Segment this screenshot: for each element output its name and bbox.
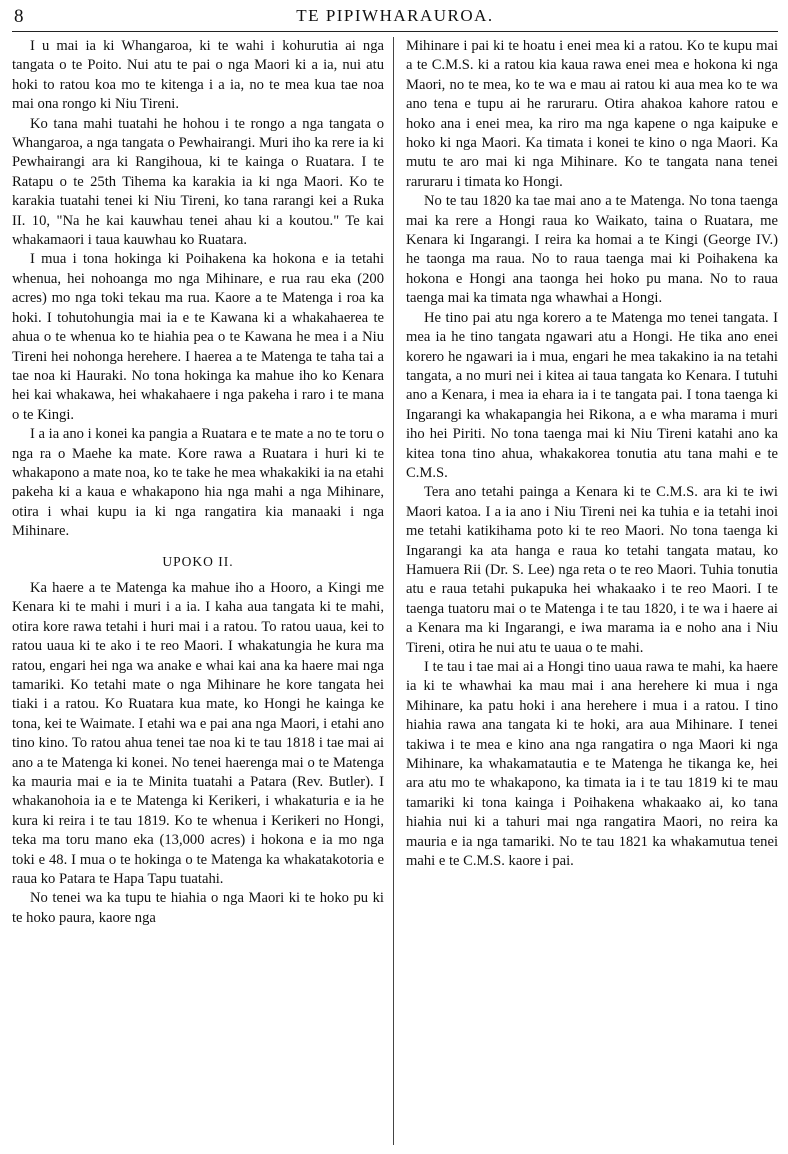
header-rule xyxy=(12,31,778,32)
page-number: 8 xyxy=(14,6,24,27)
paragraph: No te tau 1820 ka tae mai ano a te Matenga. No tona taenga mai ka rere a Hongi raua ko Waikato, taina o Ruatara, me Kenara ki Ingarangi. I reira ka homai a te Kingi (George IV.) he taonga ma raua. No to raua taenga mai ki Poihakena ka hokona e Hongi ana taonga hei hoko pu mana. No to raua taenga mai ka timata nga whawhai a Hongi. xyxy=(406,193,778,307)
page-header xyxy=(12,4,778,30)
paragraph: Mihinare i pai ki te hoatu i enei mea ki a ratou. Ko te kupu mai a te C.M.S. ki a ratou kia kaua rawa enei mea e hokona ki nga Maori, no te mea, ko te wa e mau ai ratou ki aua mea ko te wa ano tena e tupu ai he raruraru. Otira ahakoa kahore ratou e hoko ana i enei mea, ka riro ma nga kapene o nga kaipuke e hoko ki nga Maori. Ka timata i konei te kino o nga Maori. Ka mutu te aro mai ki nga Mihinare. Ko te tangata nana tenei raruraru i timata ko Hongi. xyxy=(406,38,778,190)
paragraph: Ka haere a te Matenga ka mahue iho a Hooro, a Kingi me Kenara ki te mahi i muri i a ia. I kaha aua tangata ki te mahi, otira kore rawa tetahi i huri mai i a ratou. To ratou uaua, kei to ratou uaua ki te ako i te reo Maori. I whakatungia he kura ma ratou, engari hei nga wa anake e whai kai ana ka haere mai nga tamariki. Ko tetahi mate o nga Mihinare he kore tangata hei tiaki i a ratou. Ko Ruatara kua mate, ko Hongi he kainga ke tona, kei te Waimate. I etahi wa e pai ana nga Maori, i etahi ano tino kino. To ratou ahua tenei tae noa ki te tau 1818 i tae mai ai ano a te Matenga ki konei. No tenei haerenga mai o te Matenga ka mauria mai e ia te Minita tuatahi a Patara (Rev. Butler). I whakanohoia ia e te Matenga ki Kerikeri, i whakaturia e ia he kura ki reira i te tau 1819. Ko te whenua i Kerikeri no Hongi, teka ma toru mano eka (13,000 acres) i hokona e ia mo nga toki e 48. I mua o te hokinga o te Matenga ka whakatakotoria e raua ko Patara te Hapa Tapu tuatahi. xyxy=(12,579,384,888)
paragraph: I te tau i tae mai ai a Hongi tino uaua rawa te mahi, ka haere ia ki te whawhai ka mau mai i ana herehere ki mua i nga Mihinare, ka patu hoki i ana herehere i mua i a ratou. I tino hiahia rawa ana tangata ki te hoki, ara aua Mihinare. I tenei takiwa i te mea e kino ana nga rangatira o nga Maori ki nga Mihinare, ka whakamatautia e te Matenga he tikanga ke, hei ara atu mo te whakapono, ka timata ia i te tau 1819 ki te mau tamariki ki tona kainga i Poihakena whakaako ai, ko tana hiahia nui ki a tahuri mai nga rangatira Maori, no reira ka mauria e ia nga tamariki. No te tau 1821 ka whakamutua tenei mahi e te C.M.S. kaore i pai. xyxy=(406,659,778,870)
paragraph: I a ia ano i konei ka pangia a Ruatara e te mate a no te toru o nga ra o Maehe ka mate. Kore rawa a Ruatara i huri ki te whakapono a mate noa, ko te take he mea whakakiki ia na etahi pakeha ki a kaua e whakapono hia nga mahi a nga Mihinare, otira i whai kupu ia ki nga rangatira kia manaaki i nga Mihinare. xyxy=(12,426,384,540)
paragraph: No tenei wa ka tupu te hiahia o nga Maori ki te hoko pu ki te hoko paura, kaore nga xyxy=(12,890,384,926)
paragraph: I u mai ia ki Whangaroa, ki te wahi i kohurutia ai nga tangata o te Poito. Nui atu te pai o nga Maori ki a ia, nui atu hoki to ratou koa mo te kitenga i a ia, no te mea kua tae noa mai ona rongo ki Niu Tireni. xyxy=(12,38,384,113)
paragraph: Ko tana mahi tuatahi he hohou i te rongo a nga tangata o Whangaroa, a nga tangata o Pewhairangi. Muri iho ka rere ia ki Pewhairangi ara ki Rangihoua, ki te kainga o Ruatara. I te Ratapu o te 25th Tihema ka karakia ia ki nga Maori. Ko te karakia tuatahi tenei ki Niu Tireni, ko tana rarangi kei a Ruka II. 10, "Na he kai kauwhau tenei ahau ki a koutou." Te kai whakamaori i taua kauwhau ko Ruatara. xyxy=(12,115,384,249)
running-title: TE PIPIWHARAUROA. xyxy=(296,6,494,25)
section-heading: UPOKO II. xyxy=(162,553,234,569)
column-divider xyxy=(393,37,394,1145)
paragraph: Tera ano tetahi painga a Kenara ki te C.M.S. ara ki te iwi Maori katoa. I a ia ano i Niu Tireni nei ka tuhia e ia tetahi inoi me tetahi katikihama poto ki te reo Maori. No tona taenga ki Ingarangi ka ata hanga e raua ko tetahi tangata matau, ko Hamuera Rii (Dr. S. Lee) nga reta o te reo Maori. Tuhia tonutia atu e raua tetahi pukapuka hei whakaako i te reo Maori. I te taenga tuatoru mai o te Matenga i te tau 1820, i te wa i haere ai a Kenara ma ki Ingarangi, e iwa marama ia e noho ana i Niu Tireni, otira he nui atu te uaua o te mahi. xyxy=(406,484,778,656)
paragraph: He tino pai atu nga korero a te Matenga mo tenei tangata. I mea ia he tino tangata ngawari atu a Hongi. He tika ano enei korero he ngawari ia i mua, engari he mea takakino ia na tetahi tangata, a no muri nei i kitea ai taua tangata ko Kenara. I tutuhi ano a Kenara, i mea ia ehara ia i te tangata pai. I tona taenga ki Ingarangi ka whakapangia hei Rikona, a e wha marama i muri iho hei Piriti. No tona taenga mai ki Niu Tireni katahi ano ka kitea tona tino ahua, whakakorea tonutia atu tana mahi e te C.M.S. xyxy=(406,309,778,481)
paragraph: I mua i tona hokinga ki Poihakena ka hokona e ia tetahi whenua, hei nohoanga mo nga Mihinare, e rua rau eka (200 acres) mo nga toki tekau ma rua. Kaore a te Matenga i roa ka hoki. I tohutohungia mai ia e te Kawana ki a whakahaerea te ahua o te whenua ko te hiahia pea o te Kawana he mea i a Niu Tireni hei nohonga herehere. I haerea a te Matenga te taha tai a tae noa ki Hauraki. No tona hokinga ka mahue iho ko Kenara hei kai whakawa, hei whakahaere i nga pakeha i raro i te mana o te Kingi. xyxy=(12,251,384,423)
left-column xyxy=(12,37,384,928)
right-column xyxy=(406,37,778,871)
